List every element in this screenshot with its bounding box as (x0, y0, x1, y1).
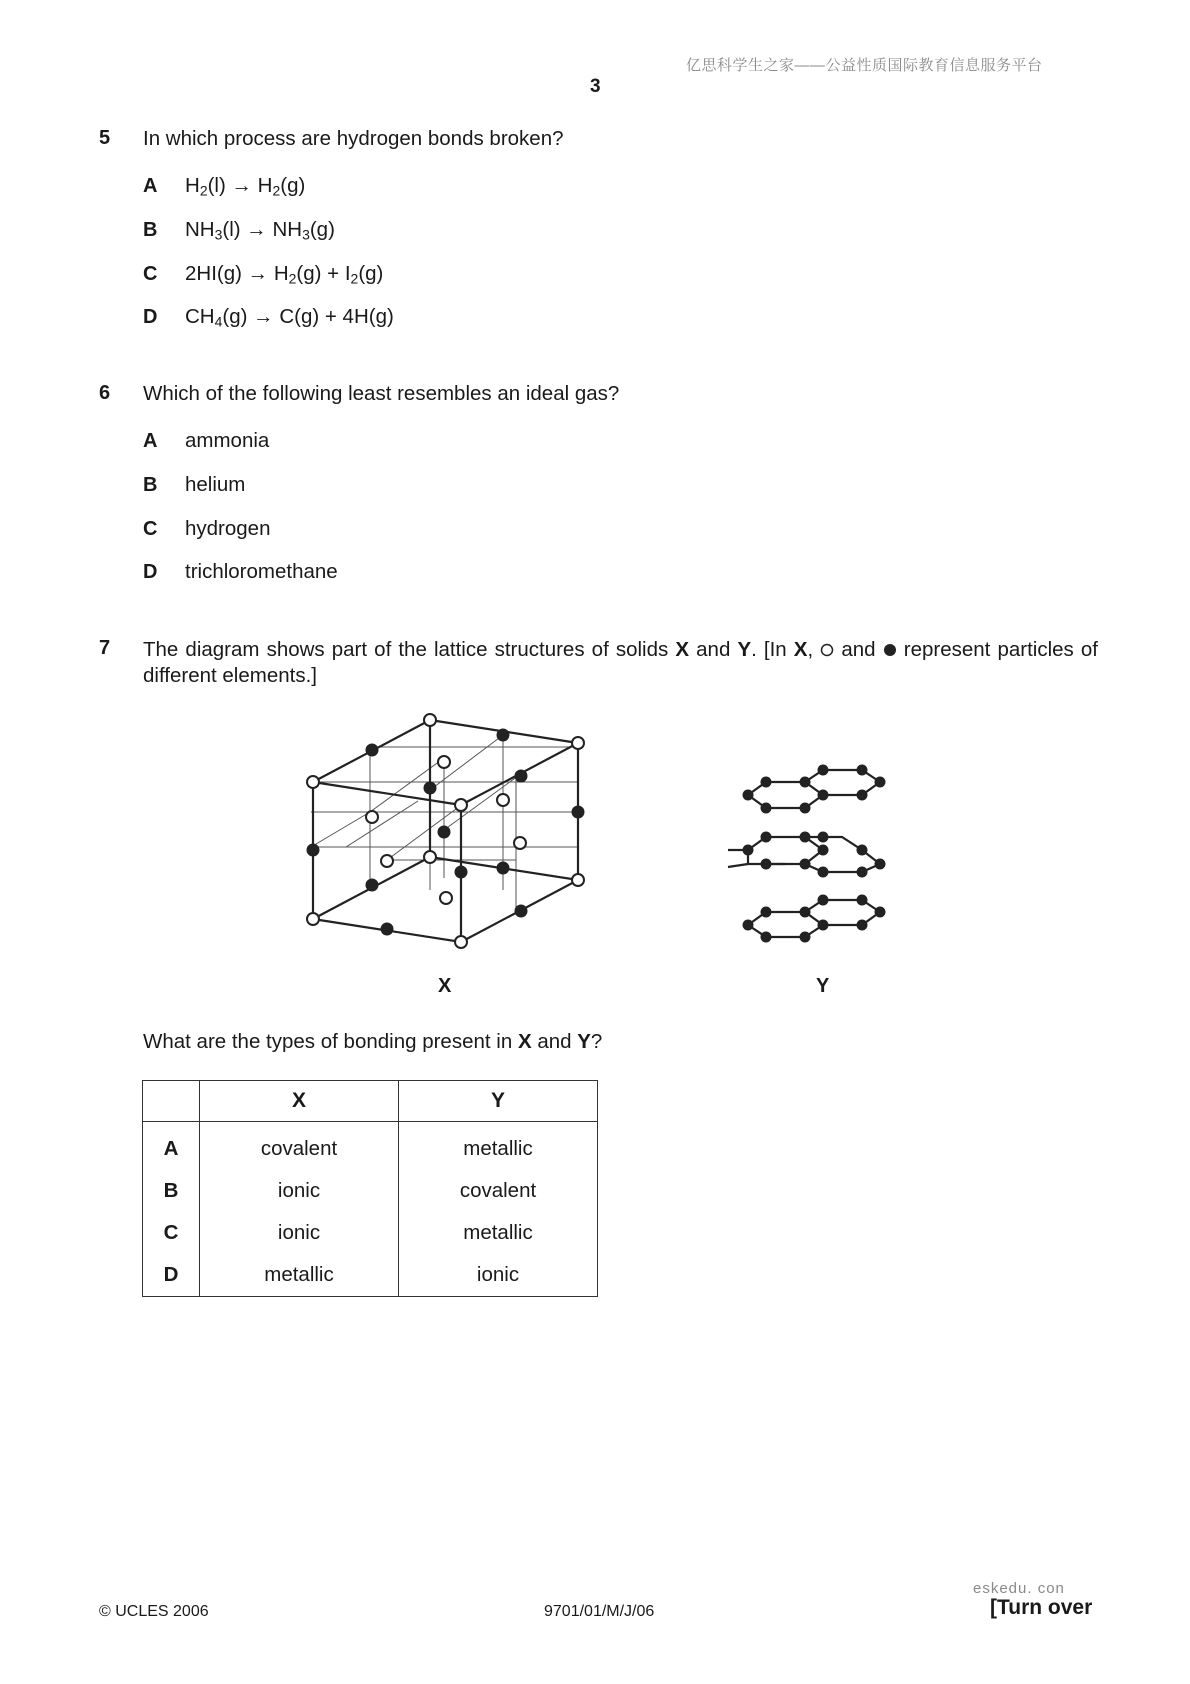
turn-over-label: [Turn over (990, 1596, 1093, 1619)
q5-option-a-text: $H_2(l) \to H_2(g)$ (185, 174, 306, 199)
question-6-text: Which of the following least resembles an ideal gas? (143, 382, 620, 405)
lattice-x-diagram (300, 705, 600, 955)
q5-option-b-text: $NH_3(l) \to NH_3(g)$ (185, 218, 335, 243)
question-6-number: 6 (99, 382, 111, 404)
figure-label-y: Y (816, 975, 830, 997)
q5-option-c-letter: C (143, 263, 158, 285)
question-7-subquestion: What are the types of bonding present in X and Y? (143, 1030, 603, 1053)
row-letter: D (143, 1254, 200, 1297)
q6-option-d-text: trichloromethane (185, 560, 338, 583)
page-number: 3 (590, 76, 601, 97)
q6-option-a-letter: A (143, 430, 158, 452)
header-cell-y: Y (399, 1081, 598, 1122)
footer-copyright: © UCLES 2006 (99, 1603, 209, 1620)
header-cell-x: X (200, 1081, 399, 1122)
table-row (143, 1122, 598, 1171)
question-7-number: 7 (99, 637, 111, 659)
row-letter: C (143, 1212, 200, 1254)
header-cell-empty (143, 1081, 200, 1122)
q6-option-c-text: hydrogen (185, 517, 271, 540)
header-watermark: 亿思科学生之家——公益性质国际教育信息服务平台 (686, 57, 1043, 74)
q6-option-b-text: helium (185, 473, 246, 496)
row-x-bonding: ionic (200, 1170, 399, 1212)
question-5-number: 5 (99, 127, 111, 149)
filled-circle-icon (883, 643, 897, 657)
row-y-bonding: covalent (399, 1170, 598, 1212)
row-y-bonding: metallic (399, 1212, 598, 1254)
q6-option-c-letter: C (143, 518, 158, 540)
open-circle-icon (820, 643, 834, 657)
row-x-bonding: ionic (200, 1212, 399, 1254)
row-letter: A (143, 1122, 200, 1171)
row-x-bonding: metallic (200, 1254, 399, 1297)
q5-option-b-letter: B (143, 219, 158, 241)
q5-option-c-text: $2HI(g) \to H_2(g) + I_2(g)$ (185, 262, 384, 287)
answer-table-header (143, 1081, 598, 1122)
lattice-y-diagram (725, 760, 900, 955)
question-5-text: In which process are hydrogen bonds broken? (143, 127, 564, 150)
table-row (143, 1254, 598, 1297)
table-row (143, 1212, 598, 1254)
question-7-text: The diagram shows part of the lattice structures of solids X and Y. [In X, and represent particles of different elements.] (143, 638, 1098, 687)
row-y-bonding: metallic (399, 1122, 598, 1171)
q5-option-d-text: $CH_4(g) \to C(g) + 4H(g)$ (185, 305, 394, 330)
answer-table (142, 1080, 598, 1297)
row-letter: B (143, 1170, 200, 1212)
q6-option-a-text: ammonia (185, 429, 270, 452)
q5-option-a-letter: A (143, 175, 158, 197)
footer-paper-code: 9701/01/M/J/06 (544, 1603, 655, 1620)
row-y-bonding: ionic (399, 1254, 598, 1297)
q6-option-b-letter: B (143, 474, 158, 496)
q6-option-d-letter: D (143, 561, 158, 583)
row-x-bonding: covalent (200, 1122, 399, 1171)
q5-option-d-letter: D (143, 306, 158, 328)
figure-label-x: X (438, 975, 452, 997)
table-row (143, 1170, 598, 1212)
footer-watermark: eskedu. con (973, 1580, 1065, 1597)
